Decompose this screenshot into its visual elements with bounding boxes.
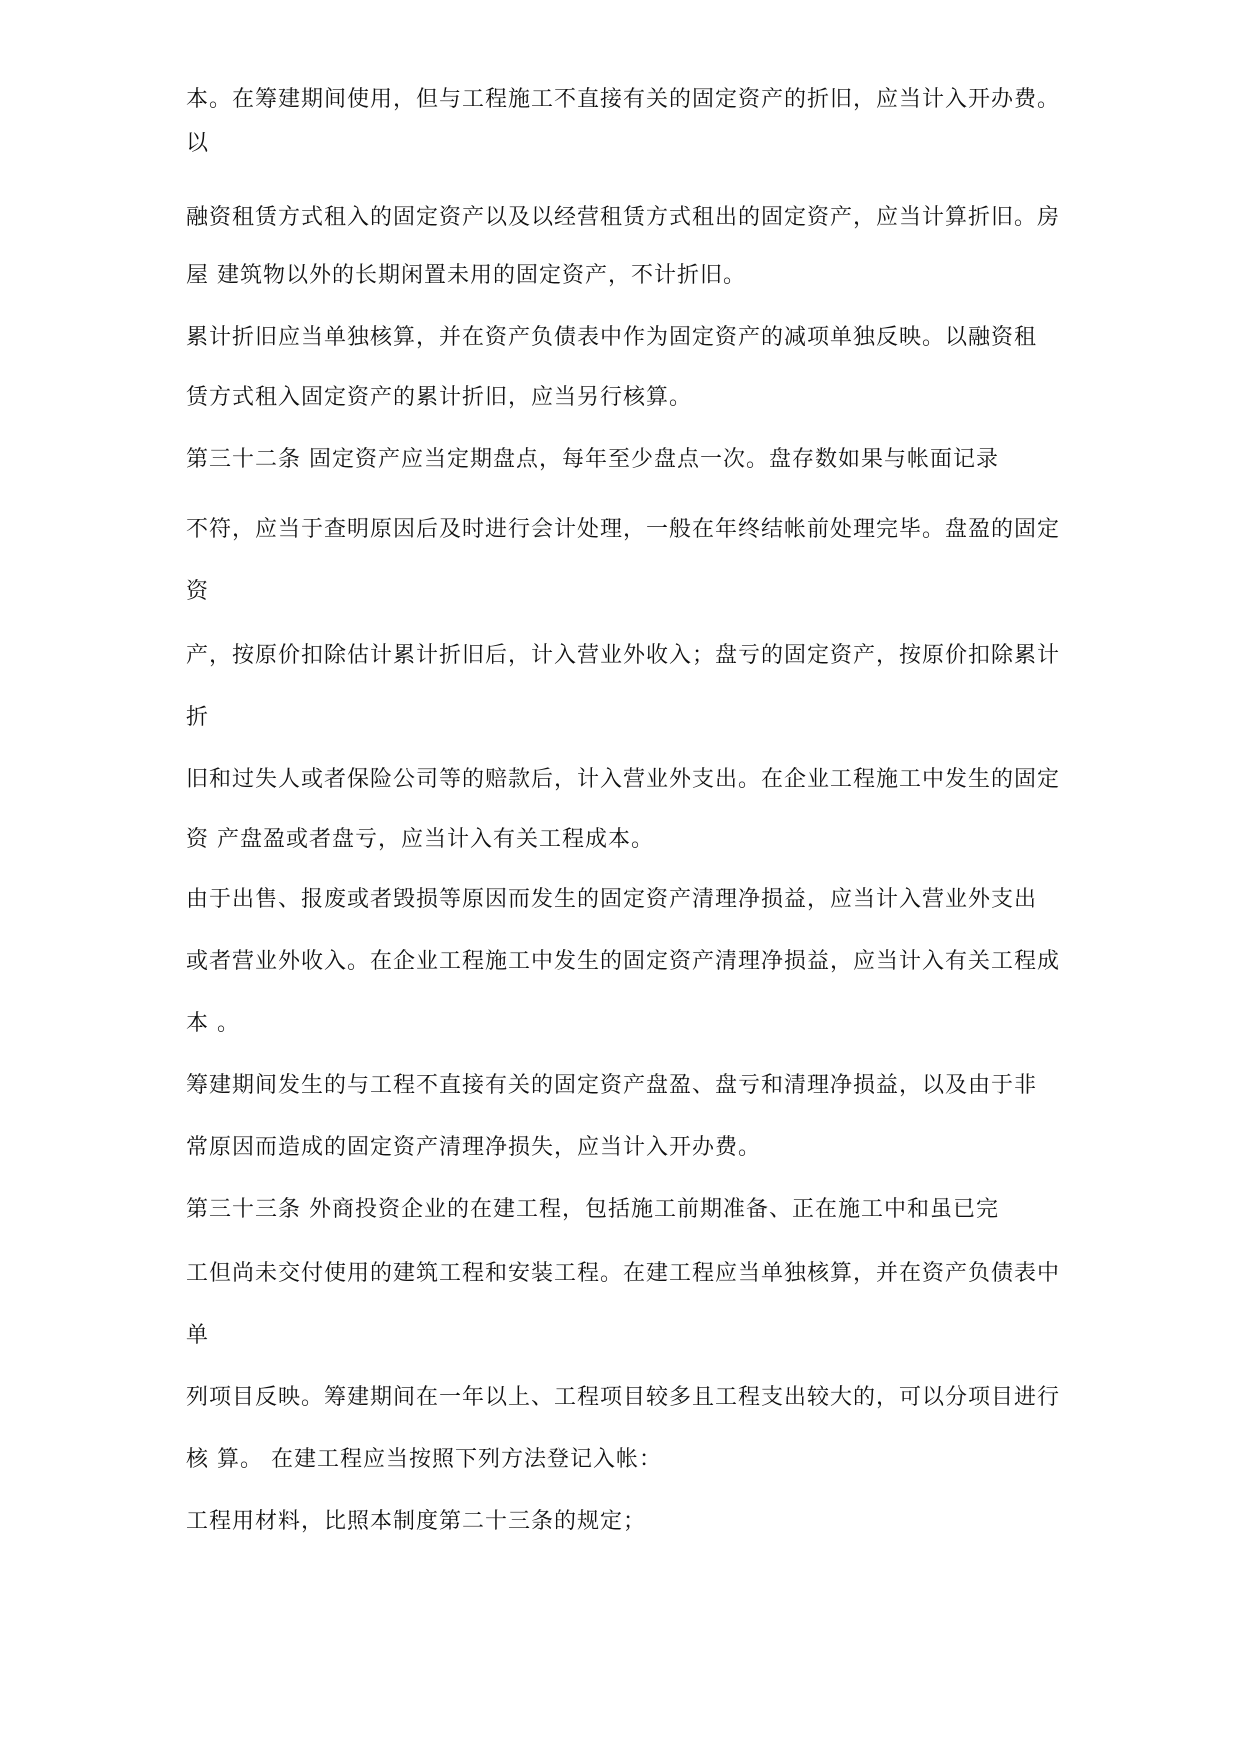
text-line: 核 算。 在建工程应当按照下列方法登记入帐： bbox=[186, 1447, 662, 1472]
text-line: 本。在筹建期间使用，但与工程施工不直接有关的固定资产的折旧，应当计入开办费。 bbox=[186, 87, 1061, 112]
text-line: 本 。 bbox=[186, 1011, 240, 1036]
text-line: 屋 建筑物以外的长期闲置未用的固定资产，不计折旧。 bbox=[186, 263, 746, 288]
text-line: 资 产盘盈或者盘亏，应当计入有关工程成本。 bbox=[186, 827, 654, 852]
text-line: 旧和过失人或者保险公司等的赔款后，计入营业外支出。在企业工程施工中发生的固定 bbox=[186, 767, 1061, 792]
text-line: 融资租赁方式租入的固定资产以及以经营租赁方式租出的固定资产，应当计算折旧。房 bbox=[186, 205, 1061, 230]
text-line: 第三十三条 外商投资企业的在建工程，包括施工前期准备、正在施工中和虽已完 bbox=[186, 1197, 999, 1222]
text-line: 工程用材料，比照本制度第二十三条的规定； bbox=[186, 1509, 647, 1534]
text-line: 常原因而造成的固定资产清理净损失，应当计入开办费。 bbox=[186, 1135, 762, 1160]
text-line: 不符，应当于查明原因后及时进行会计处理，一般在年终结帐前处理完毕。盘盈的固定 bbox=[186, 517, 1061, 542]
text-line: 第三十二条 固定资产应当定期盘点，每年至少盘点一次。盘存数如果与帐面记录 bbox=[186, 447, 999, 472]
text-line: 赁方式租入固定资产的累计折旧，应当另行核算。 bbox=[186, 385, 693, 410]
text-line: 筹建期间发生的与工程不直接有关的固定资产盘盈、盘亏和清理净损益，以及由于非 bbox=[186, 1073, 1038, 1098]
text-line: 单 bbox=[186, 1323, 210, 1348]
text-line: 以 bbox=[186, 131, 210, 156]
text-line: 列项目反映。筹建期间在一年以上、工程项目较多且工程支出较大的，可以分项目进行 bbox=[186, 1385, 1061, 1410]
text-line: 产，按原价扣除估计累计折旧后，计入营业外收入；盘亏的固定资产，按原价扣除累计 bbox=[186, 643, 1061, 668]
text-line: 工但尚未交付使用的建筑工程和安装工程。在建工程应当单独核算，并在资产负债表中 bbox=[186, 1261, 1061, 1286]
text-line: 或者营业外收入。在企业工程施工中发生的固定资产清理净损益，应当计入有关工程成 bbox=[186, 949, 1061, 974]
text-line: 资 bbox=[186, 579, 210, 604]
text-line: 累计折旧应当单独核算，并在资产负债表中作为固定资产的减项单独反映。以融资租 bbox=[186, 325, 1038, 350]
text-line: 折 bbox=[186, 705, 210, 730]
text-line: 由于出售、报废或者毁损等原因而发生的固定资产清理净损益，应当计入营业外支出 bbox=[186, 887, 1038, 912]
